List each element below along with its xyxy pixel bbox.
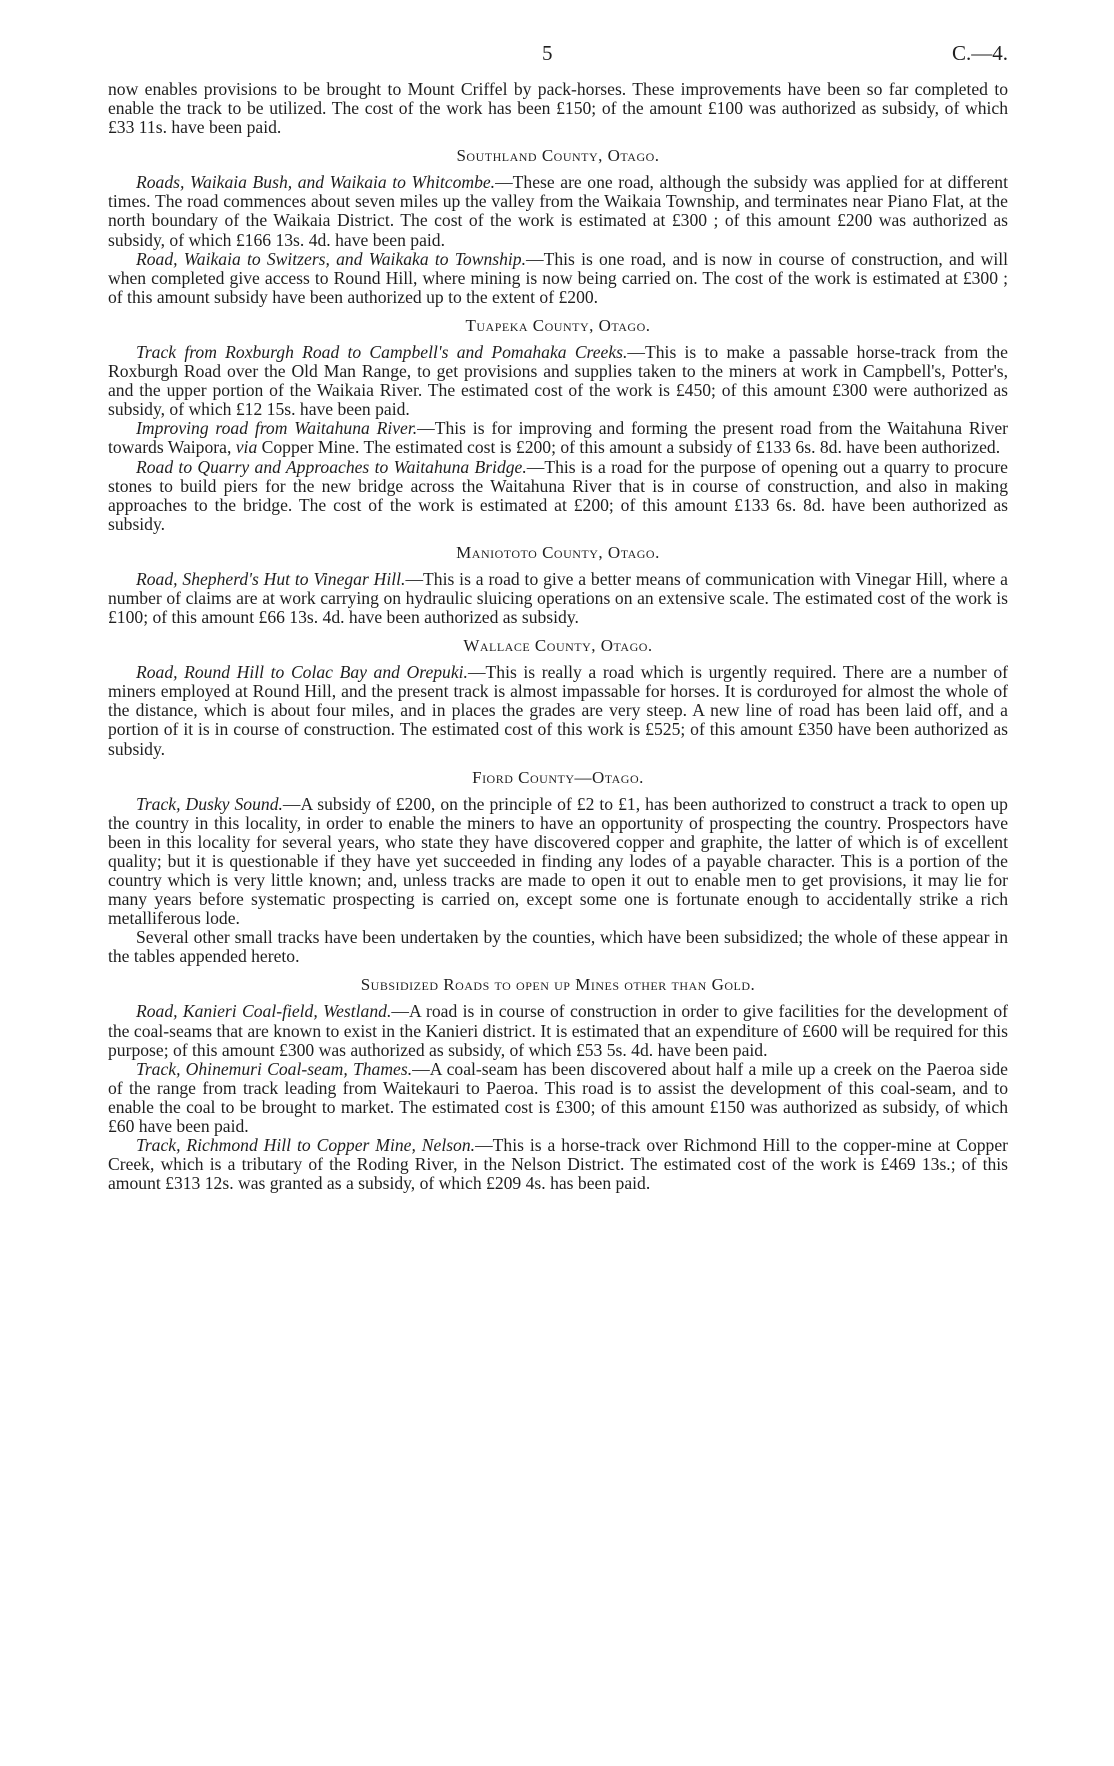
paragraph-body: —This is a road for the purpose of opening out a quarry to procure stones to build piers for the new bridge across the Waitahuna River that is in course of construction, and also in making approaches to the bridge. The cost of the work is estimated at £200; of this amount £133 6s. 8d. have been authorized as subsidy.: [108, 456, 1008, 534]
paragraph-title: Track, Dusky Sound.: [136, 793, 283, 814]
paragraph-ohinemuri: [108, 1060, 1008, 1136]
paragraph-roxburgh-track: [108, 343, 1008, 419]
section-heading-southland: Southland County, Otago.: [456, 146, 660, 166]
paragraph-other-tracks: Several other small tracks have been undertaken by the counties, which have been subsidized; the whole of these appear in the tables appended hereto.: [108, 927, 1008, 967]
paragraph-body: Copper Mine. The estimated cost is £200; of this amount a subsidy of £133 6s. 8d. have been authorized.: [257, 437, 1001, 458]
paragraph-body: —This is a horse-track over Richmond Hill to the copper-mine at Copper Creek, which is a tributary of the Roding River, in the Nelson District. The estimated cost of the work is £469 13s.; of this amount £313 12s. was granted as a subsidy, of which £209 4s. has been paid.: [108, 1135, 1009, 1194]
document-page: [108, 41, 1009, 1194]
section-heading-other-mines: Subsidized Roads to open up Mines other than Gold.: [360, 975, 756, 995]
paragraph-title: Roads, Waikaia Bush, and Waikaia to Whitcombe.: [136, 172, 496, 193]
intro-paragraph: now enables provisions to be brought to Mount Criffel by pack-horses. These improvements have been so far completed to enable the track to be utilized. The cost of the work has been £150; of the amount £100 was authorized as subsidy, of which £33 11s. have been paid.: [108, 79, 1008, 138]
paragraph-kanieri: [108, 1002, 1008, 1059]
page-number: 5: [542, 41, 553, 65]
section-heading-fiord: Fiord County—Otago.: [472, 767, 644, 787]
paragraph-title: Track, Ohinemuri Coal-seam, Thames.: [136, 1058, 413, 1079]
paragraph-body: —These are one road, although the subsidy was applied for at different times. The road commences about seven miles up the valley from the Waikaia Township, and terminates near Piano Flat, at the north boundary of the Waikaia District. The cost of the work is estimated at £300 ; of this amount £200 was authorized as subsidy, of which £166 13s. 4d. have been paid.: [108, 172, 1008, 250]
paragraph-body: —This is to make a passable horse-track from the Roxburgh Road over the Old Man Range, to get provisions and supplies taken to the miners at work in Campbell's, Potter's, and the upper portion of the Waikaia River. The estimated cost of the work is £450; of this amount £300 were authorized as subsidy, of which £12 15s. have been paid.: [108, 341, 1008, 420]
paragraph-title: Improving road from Waitahuna River.: [136, 418, 418, 439]
paragraph-body: —A subsidy of £200, on the principle of £2 to £1, has been authorized to construct a track to open up the country in this locality, in order to enable the miners to have an opportunity of prospecting the country. Prospectors have been in this locality for several years, who state they have discovered copper and graphite, the latter of which is of excellent quality; but it is questionable if they have yet succeeded in finding any lodes of a payable character. This is a portion of the country which is very little known; and, unless tracks are made to open it out to enable men to get provisions, it may lie for many years before systematic prospecting is carried on, except some one is fortunate enough to accidentally strike a rich metalliferous lode.: [108, 793, 1008, 929]
paragraph-quarry-road: [108, 458, 1008, 534]
paragraph-body: —A coal-seam has been discovered about half a mile up a creek on the Paeroa side of the range from track leading from Waitekauri to Paeroa. This road is to assist the development of this coal-seam, and to enable the coal to be brought to market. The estimated cost is £300; of this amount £150 was authorized as subsidy, of which £60 have been paid.: [108, 1058, 1008, 1137]
paragraph-richmond-hill: [108, 1136, 1008, 1193]
paragraph-body: —A road is in course of construction in order to give facilities for the development of the coal-seams that are known to exist in the Kanieri district. It is estimated that an expenditure of £600 will be required for this purpose; of this amount £300 was authorized as subsidy, of which £53 5s. 4d. have been paid.: [108, 1001, 1008, 1060]
paragraph-title: Track, Richmond Hill to Copper Mine, Nelson.: [136, 1135, 476, 1156]
paragraph-waikaia-bush: [108, 173, 1008, 249]
document-reference: C.—4.: [951, 41, 1008, 65]
paragraph-body: —This is really a road which is urgently required. There are a number of miners employed at Round Hill, and the present track is almost impassable for horses. It is corduroyed for almost the whole of the distance, which is about four miles, and in places the grades are very steep. A new line of road has been laid off, and a portion of it is in course of construction. The estimated cost of this work is £525; of this amount £350 have been authorized as subsidy.: [108, 662, 1008, 759]
page-header: [108, 41, 1008, 71]
paragraph-body: —This is one road, and is now in course of construction, and will when completed give access to Round Hill, where mining is now being carried on. The cost of the work is estimated at £300 ; of this amount subsidy have been authorized up to the extent of £200.: [108, 248, 1008, 307]
paragraph-italic-word: via: [235, 437, 258, 458]
paragraph-dusky-sound: [108, 795, 1008, 929]
paragraph-title: Road, Shepherd's Hut to Vinegar Hill.: [136, 568, 406, 589]
section-heading-tuapeka: Tuapeka County, Otago.: [465, 315, 651, 335]
paragraph-title: Road, Kanieri Coal-field, Westland.: [136, 1001, 392, 1022]
paragraph-title: Road, Waikaia to Switzers, and Waikaka to Township.: [136, 248, 526, 269]
paragraph-round-hill: [108, 663, 1008, 758]
paragraph-waikaia-switzers: [108, 250, 1008, 307]
paragraph-title: Road to Quarry and Approaches to Waitahuna Bridge.: [136, 456, 527, 477]
paragraph-title: Road, Round Hill to Colac Bay and Orepuki.: [136, 662, 468, 683]
section-heading-maniototo: Maniototo County, Otago.: [456, 542, 660, 562]
section-heading-wallace: Wallace County, Otago.: [463, 636, 653, 656]
paragraph-title: Track from Roxburgh Road to Campbell's and Pomahaka Creeks.: [136, 341, 628, 362]
paragraph-waitahuna-road: [108, 419, 1008, 457]
paragraph-vinegar-hill: [108, 570, 1008, 627]
paragraph-body: —This is for improving and forming the present road from the Waitahuna River towards Waipora,: [108, 418, 1008, 458]
paragraph-body: —This is a road to give a better means of communication with Vinegar Hill, where a number of claims are at work carrying on hydraulic sluicing operations on an extensive scale. The estimated cost of the work is £100; of this amount £66 13s. 4d. have been authorized as subsidy.: [108, 568, 1008, 628]
